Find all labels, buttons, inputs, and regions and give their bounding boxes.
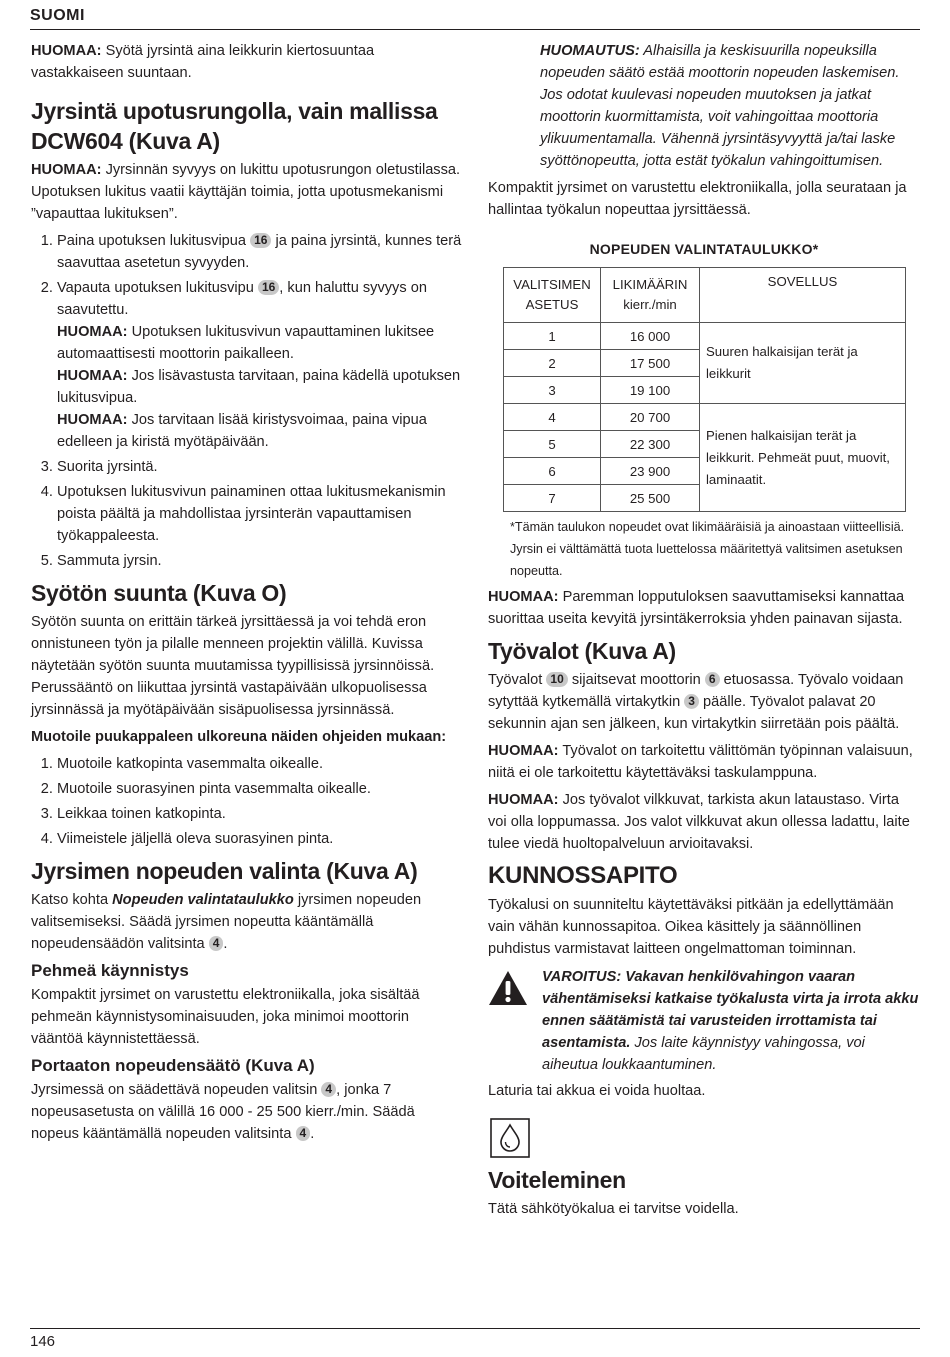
list-item: 2. Muotoile suorasyinen pinta vasemmalta oikealle. [57, 778, 463, 800]
shape-steps [31, 753, 463, 850]
table-header-row [504, 268, 906, 323]
left-column [31, 40, 463, 1150]
list-item: 1. Paina upotuksen lukitusvipua 16 ja paina jyrsintä, kunnes terä saavuttaa asetetun syvyyden. [57, 230, 463, 274]
cell-rpm: 16 000 [601, 323, 700, 350]
feed-title: Syötön suunta (Kuva O) [31, 580, 287, 606]
cell-setting: 4 [504, 404, 601, 431]
callout-badge: 4 [296, 1126, 311, 1141]
shape-heading: Muotoile puukappaleen ulkoreuna näiden ohjeiden mukaan: [31, 729, 447, 745]
speed-text: Katso kohta Nopeuden valintataulukko jyrsimen nopeuden valitsemiseksi. Säädä jyrsimen nopeutta kääntämällä nopeudensäädön valitsinta 4 . [31, 892, 422, 952]
callout-badge: 16 [250, 233, 271, 248]
charger-text: Laturia tai akkua ei voida huoltaa. [488, 1083, 706, 1099]
header-rule [30, 29, 920, 30]
feed-text: Syötön suunta on erittäin tärkeä jyrsittäessä ja voi tehdä eron onnistuneen työn ja pilalle menneen projektin välillä. Kuvissa näytetään syötön suunta muutamissa tyypillisissä jyrsinnöissä. Perussääntö on liikuttaa jyrsintä vastapäivään ulkopuolisessa jyrsinnässä ja myötäpäivään sisäpuolisessa jyrsinnässä. [31, 614, 435, 718]
lubrication-title: Voiteleminen [488, 1167, 626, 1193]
callout-badge: 4 [209, 936, 224, 951]
language-label: SUOMI [30, 7, 85, 24]
cell-rpm: 25 500 [601, 485, 700, 512]
list-item: 3. Leikkaa toinen katkopinta. [57, 803, 463, 825]
speed-table [503, 267, 906, 512]
maintenance-text: Työkalusi on suunniteltu käytettäväksi pitkään ja edellyttämään vain vähän kunnossapitoa. Oikea käsittely ja säännöllinen puhdistus varmistavat laitteen ongelmattoman toiminnan. [488, 897, 894, 957]
cell-application-small: Pienen halkaisijan terät ja leikkurit. Pehmeät puut, muovit, laminaatit. [700, 404, 906, 512]
worklight-title: Työvalot (Kuva A) [488, 638, 676, 664]
callout-badge: 3 [684, 694, 699, 709]
lubrication-text: Tätä sähkötyökalua ei tarvitse voidella. [488, 1201, 739, 1217]
plunge-note: HUOMAA: Jyrsinnän syvyys on lukittu upotusrungon oletustilassa. Upotuksen lukitus vaatii käyttäjän toimia, jotta upotusmekanismi ”vapauttaa lukituksen”. [31, 162, 461, 222]
cell-rpm: 23 900 [601, 458, 700, 485]
cell-setting: 7 [504, 485, 601, 512]
table-row [504, 404, 906, 431]
table-row [504, 323, 906, 350]
worklight-note-2: HUOMAA: Jos työvalot vilkkuvat, tarkista akun lataustaso. Virta voi olla loppumassa. Jos valot vilkkuvat akun ollessa ladattu, laite tulee viedä huoltopalveluun arvioitavaksi. [488, 792, 910, 852]
cell-rpm: 19 100 [601, 377, 700, 404]
list-item: 1. Muotoile katkopinta vasemmalta oikealle. [57, 753, 463, 775]
finish-note: HUOMAA: Paremman lopputuloksen saavuttamiseksi kannattaa suorittaa useita kevyitä jyrsintäkerroksia yhden painavan sijasta. [488, 589, 905, 627]
cell-application-large: Suuren halkaisijan terät ja leikkurit [700, 323, 906, 404]
maintenance-title: KUNNOSSAPITO [488, 862, 678, 889]
plunge-steps [31, 230, 463, 572]
worklight-text: Työvalot 10 sijaitsevat moottorin 6 etuosassa. Työvalo voidaan sytyttää kytkemällä virtakytkin 3 päälle. Työvalot palavat 20 sekunnin ajan sen jälkeen, kun virtakytkin siirretään pois päältä. [488, 672, 904, 732]
table-footnote: *Tämän taulukon nopeudet ovat likimääräisiä ja ainoastaan viitteellisiä. Jyrsin ei välttämättä tuota luettelossa määritettyä valitsimen asetuksen nopeutta. [510, 520, 905, 578]
list-item: 4. Upotuksen lukitusvivun painaminen ottaa lukitusmekanismin poista päältä ja mahdollistaa jyrsinterän vapauttamisen työkappaleesta. [57, 481, 463, 547]
col-header-setting: VALITSIMEN ASETUS [504, 268, 601, 323]
speed-table-title: NOPEUDEN VALINTATAULUKKO* [589, 241, 819, 257]
variable-speed-title: Portaaton nopeudensäätö (Kuva A) [31, 1056, 315, 1075]
variable-speed-text: Jyrsimessä on säädettävä nopeuden valitsin 4 , jonka 7 nopeusasetusta on välillä 16 000 - 25 500 kierr./min. Säädä nopeus kääntämällä nopeuden valitsinta 4 . [31, 1082, 415, 1142]
oil-drop-icon [490, 1118, 920, 1163]
list-item: 3. Suorita jyrsintä. [57, 456, 463, 478]
page-number: 146 [30, 1333, 56, 1350]
compact-text: Kompaktit jyrsimet on varustettu elektroniikalla, jolla seurataan ja hallintaa työkalun nopeuttaa jyrsittäessä. [488, 180, 907, 218]
footer-rule [30, 1328, 920, 1329]
list-item: 5. Sammuta jyrsin. [57, 550, 463, 572]
cell-rpm: 22 300 [601, 431, 700, 458]
list-item: 4. Viimeistele jäljellä oleva suorasyinen pinta. [57, 828, 463, 850]
callout-badge: 10 [546, 672, 567, 687]
soft-start-title: Pehmeä käynnistys [31, 961, 189, 980]
note-feed: HUOMAA: Syötä jyrsintä aina leikkurin kiertosuuntaa vastakkaiseen suuntaan. [31, 43, 375, 81]
warning-triangle-icon [488, 970, 528, 1006]
cell-setting: 2 [504, 350, 601, 377]
col-header-rpm: LIKIMÄÄRIN kierr./min [601, 268, 700, 323]
cell-setting: 6 [504, 458, 601, 485]
plunge-title: Jyrsintä upotusrungolla, vain mallissa DCW604 (Kuva A) [31, 98, 438, 154]
soft-start-text: Kompaktit jyrsimet on varustettu elektroniikalla, joka sisältää pehmeän käynnistysominaisuuden, joka minimoi moottorin vääntöä käynnistettäessä. [31, 987, 420, 1047]
cell-setting: 1 [504, 323, 601, 350]
caution-note: HUOMAUTUS: Alhaisilla ja keskisuurilla nopeuksilla nopeuden säätö estää moottorin nopeuden laskemisen. Jos odotat kuulevasi nopeuden muutoksen ja jatkat moottorin kuormittamista, voit vahingoittaa moottoria ylikuumentamalla. Vähennä jyrsintäsyvyyttä ja/tai laske syöttönopeutta, jotta estät työkalun vahingoittumisen. [540, 43, 900, 169]
cell-setting: 5 [504, 431, 601, 458]
warning-block [488, 966, 920, 1076]
warning-text: VAROITUS: Vakavan henkilövahingon vaaran vähentämiseksi katkaise työkalusta virta ja irrota akku ennen säätämistä tai varusteiden irrottamista tai asentamista. Jos laite käynnistyy vahingossa, voi aiheutua loukkaantuminen. [542, 969, 919, 1073]
worklight-note-1: HUOMAA: Työvalot on tarkoitettu välittömän työpinnan valaisuun, niitä ei ole tarkoitettu käytettäväksi taskulamppuna. [488, 743, 913, 781]
cell-rpm: 20 700 [601, 404, 700, 431]
right-column [488, 40, 920, 1225]
callout-badge: 16 [258, 280, 279, 295]
col-header-application: SOVELLUS [700, 268, 906, 323]
callout-badge: 4 [321, 1082, 336, 1097]
list-item: 2. Vapauta upotuksen lukitusvipu 16 , kun haluttu syvyys on saavutettu. HUOMAA: Upotuksen lukitusvivun vapauttaminen lukitsee automaattisesti moottorin paikalleen. HUOMAA: Jos lisävastusta tarvitaan, paina kädellä upotuksen lukitusvipua. HUOMAA: Jos tarvitaan lisää kiristysvoimaa, paina vipua edelleen ja kiristä myötäpäivään. [57, 277, 463, 453]
cell-rpm: 17 500 [601, 350, 700, 377]
callout-badge: 6 [705, 672, 720, 687]
cell-setting: 3 [504, 377, 601, 404]
speed-title: Jyrsimen nopeuden valinta (Kuva A) [31, 858, 418, 884]
